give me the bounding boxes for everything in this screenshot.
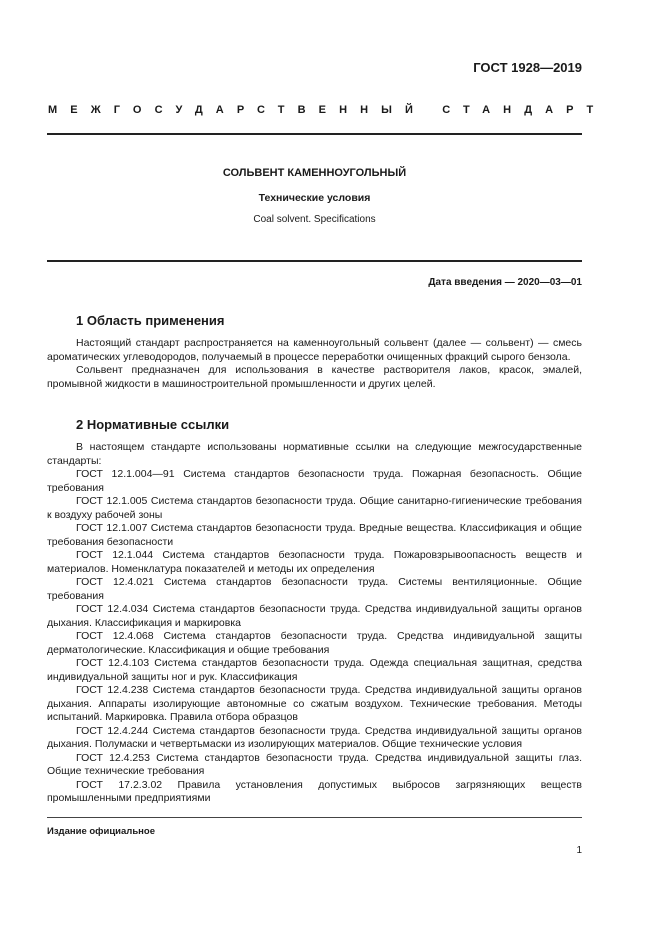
reference-item: ГОСТ 12.4.034 Система стандартов безопасности труда. Средства индивидуальной защиты органов дыхания. Классификация и маркировка — [47, 603, 582, 629]
reference-item: ГОСТ 12.4.103 Система стандартов безопасности труда. Одежда специальная защитная, средства индивидуальной защиты ног и рук. Классификация — [47, 657, 582, 683]
reference-item: ГОСТ 12.4.021 Система стандартов безопасности труда. Системы вентиляционные. Общие требования — [47, 576, 582, 602]
paragraph: Сольвент предназначен для использования в качестве растворителя лаков, красок, эмалей, промывной жидкости в машиностроительной промышленности и других целей. — [47, 364, 582, 390]
page-number: 1 — [576, 845, 582, 856]
reference-item: ГОСТ 12.4.244 Система стандартов безопасности труда. Средства индивидуальной защиты органов дыхания. Полумаски и четвертьмаски из изолирующих материалов. Общие технические условия — [47, 724, 582, 750]
reference-item: ГОСТ 12.1.004—91 Система стандартов безопасности труда. Пожарная безопасность. Общие требования — [47, 468, 582, 494]
reference-item: ГОСТ 12.4.253 Система стандартов безопасности труда. Средства индивидуальной защиты глаз. Общие технические требования — [47, 751, 582, 777]
footer-rule — [47, 817, 582, 818]
reference-item: ГОСТ 17.2.3.02 Правила установления допустимых выбросов загрязняющих веществ промышленными предприятиями — [47, 778, 582, 804]
official-edition-note: Издание официальное — [47, 826, 155, 837]
reference-item: ГОСТ 12.1.044 Система стандартов безопасности труда. Пожаровзрывоопасность веществ и материалов. Номенклатура показателей и методы их определения — [47, 549, 582, 575]
document-title-english: Coal solvent. Specifications — [253, 214, 376, 225]
introduction-date: Дата введения — 2020—03—01 — [428, 277, 582, 288]
reference-item: ГОСТ 12.1.007 Система стандартов безопасности труда. Вредные вещества. Классификация и общие требования безопасности — [47, 522, 582, 548]
reference-item: ГОСТ 12.4.238 Система стандартов безопасности труда. Средства индивидуальной защиты органов дыхания. Аппараты изолирующие автономные со сжатым воздухом. Технические требования. Методы испытаний. Маркировка. Правила отбора образцов — [47, 684, 582, 723]
document-code: ГОСТ 1928—2019 — [473, 60, 582, 75]
reference-item: ГОСТ 12.1.005 Система стандартов безопасности труда. Общие санитарно-гигиенические требования к воздуху рабочей зоны — [47, 495, 582, 521]
interstate-standard-banner: МЕЖГОСУДАРСТВЕННЫЙ СТАНДАРТ — [48, 104, 607, 116]
section-normative-references — [47, 417, 582, 806]
title-rule — [47, 260, 582, 262]
document-title: СОЛЬВЕНТ КАМЕННОУГОЛЬНЫЙ — [222, 167, 407, 179]
header-rule — [47, 133, 582, 135]
section-scope — [47, 313, 582, 391]
paragraph: В настоящем стандарте использованы нормативные ссылки на следующие межгосударственные стандарты: — [47, 441, 582, 467]
paragraph: Настоящий стандарт распространяется на каменноугольный сольвент (далее — сольвент) — смесь ароматических углеводородов, получаемый в процессе переработки очищенных фракций сырого бензола. — [47, 337, 582, 363]
section-heading: 1 Область применения — [76, 313, 225, 328]
section-heading: 2 Нормативные ссылки — [76, 417, 230, 432]
reference-item: ГОСТ 12.4.068 Система стандартов безопасности труда. Средства индивидуальной защиты дерматологические. Классификация и общие требования — [47, 630, 582, 656]
document-subtitle: Технические условия — [258, 192, 371, 204]
